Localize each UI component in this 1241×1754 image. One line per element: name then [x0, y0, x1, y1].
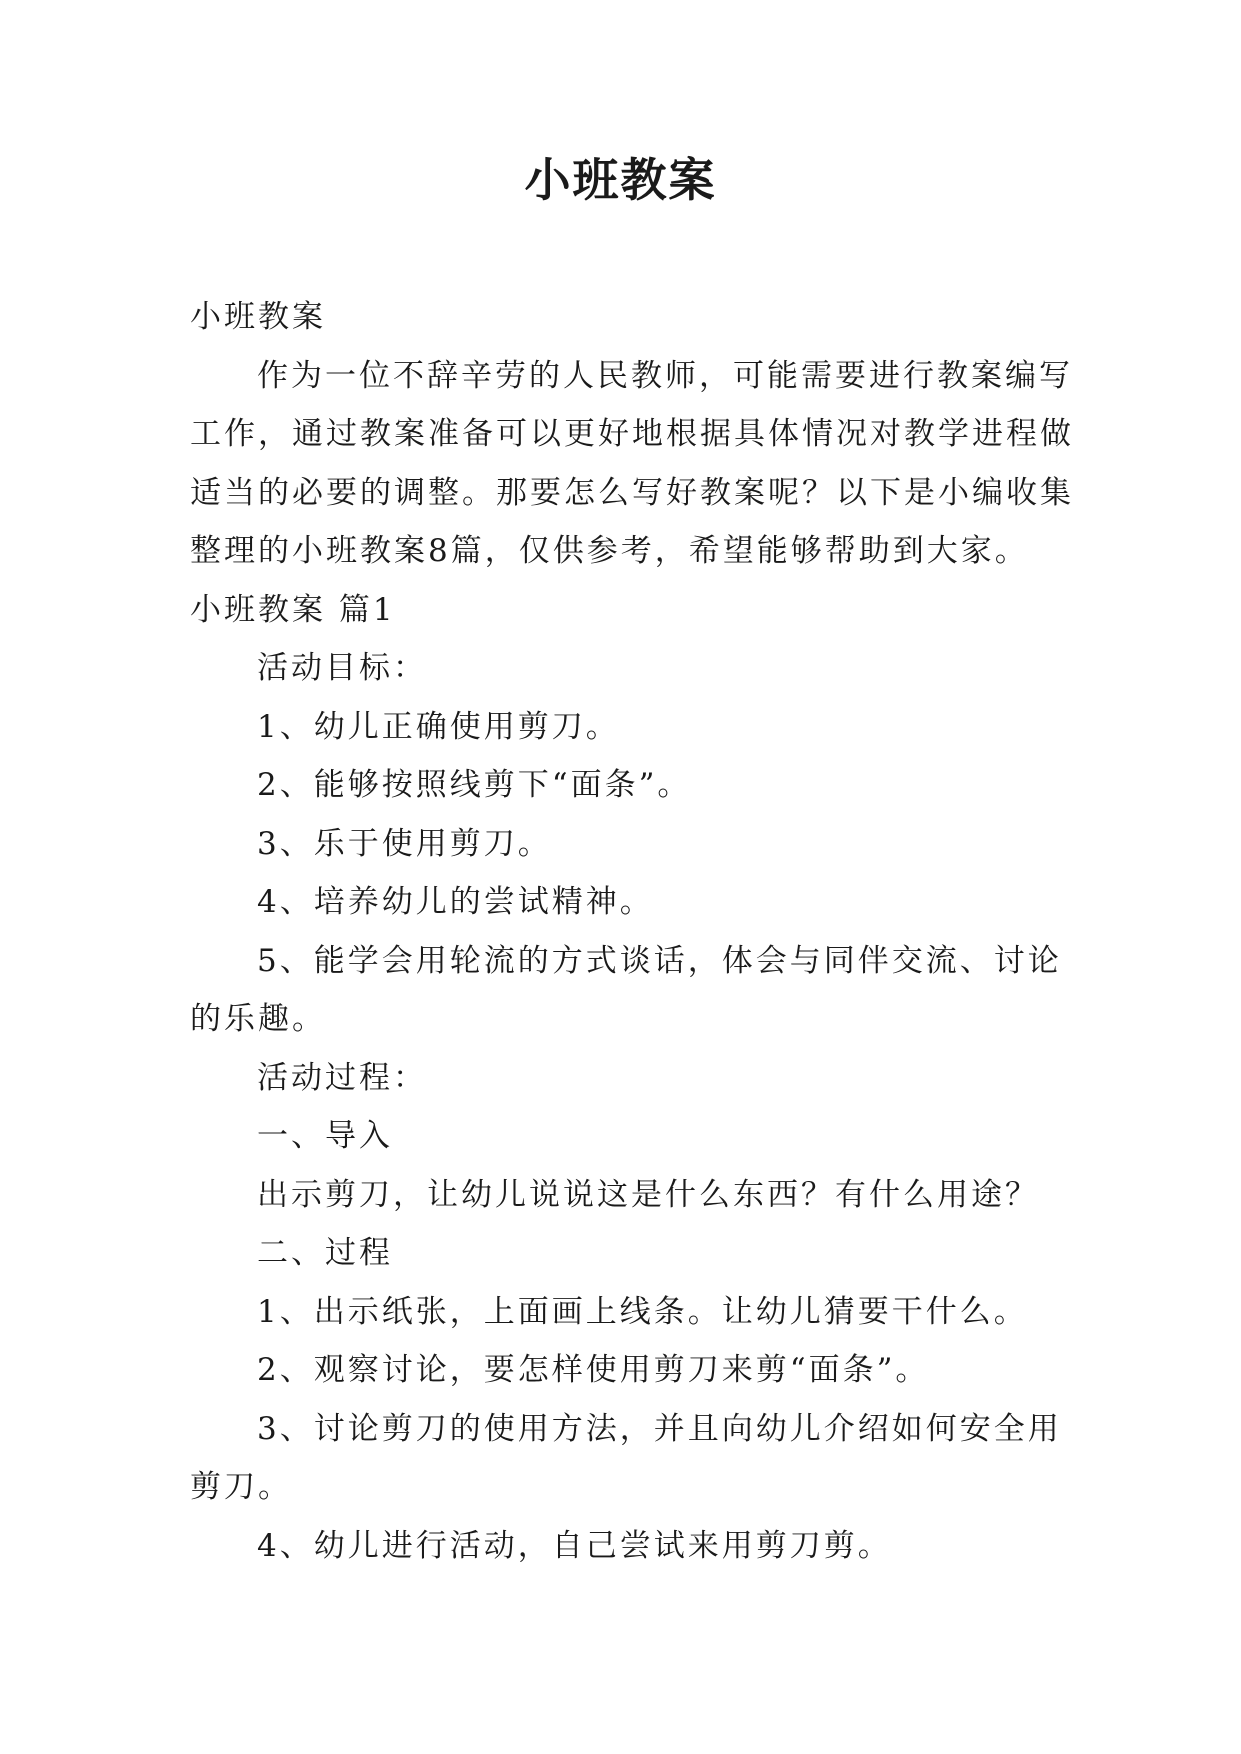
- section-heading: 小班教案 篇1: [190, 591, 396, 628]
- text-line: 适当的必要的调整。那要怎么写好教案呢？以下是小编收集: [190, 474, 1074, 511]
- text-line: 1、出示纸张，上面画上线条。让幼儿猜要干什么。: [257, 1293, 1028, 1330]
- text-line: 4、培养幼儿的尝试精神。: [257, 884, 654, 920]
- text-line: 4、幼儿进行活动，自己尝试来用剪刀剪。: [257, 1527, 892, 1564]
- text-line: 活动目标：: [257, 650, 427, 686]
- text-line: 整理的小班教案8篇，仅供参考，希望能够帮助到大家。: [190, 533, 1029, 569]
- text-line: 2、观察讨论，要怎样使用剪刀来剪“面条”。: [257, 1352, 930, 1388]
- document-body: [190, 288, 1074, 1575]
- text-line: 一、导入: [257, 1118, 393, 1154]
- text-line: 工作，通过教案准备可以更好地根据具体情况对教学进程做: [190, 416, 1074, 452]
- text-line: 5、能学会用轮流的方式谈话，体会与同伴交流、讨论: [257, 942, 1062, 979]
- text-line: 出示剪刀，让幼儿说说这是什么东西？有什么用途？: [257, 1176, 1039, 1213]
- text-line: 1、幼儿正确使用剪刀。: [257, 708, 620, 745]
- text-line: 3、讨论剪刀的使用方法，并且向幼儿介绍如何安全用: [257, 1410, 1062, 1447]
- text-line: 剪刀。: [190, 1469, 292, 1505]
- text-line: 2、能够按照线剪下“面条”。: [257, 767, 692, 803]
- text-line: 二、过程: [257, 1235, 393, 1271]
- document-title: 小班教案: [524, 153, 717, 207]
- text-line: 小班教案: [190, 299, 326, 335]
- text-line: 活动过程：: [257, 1059, 427, 1096]
- text-line: 作为一位不辞辛劳的人民教师，可能需要进行教案编写: [257, 357, 1073, 394]
- text-line: 的乐趣。: [190, 1001, 326, 1037]
- text-line: 3、乐于使用剪刀。: [257, 825, 552, 862]
